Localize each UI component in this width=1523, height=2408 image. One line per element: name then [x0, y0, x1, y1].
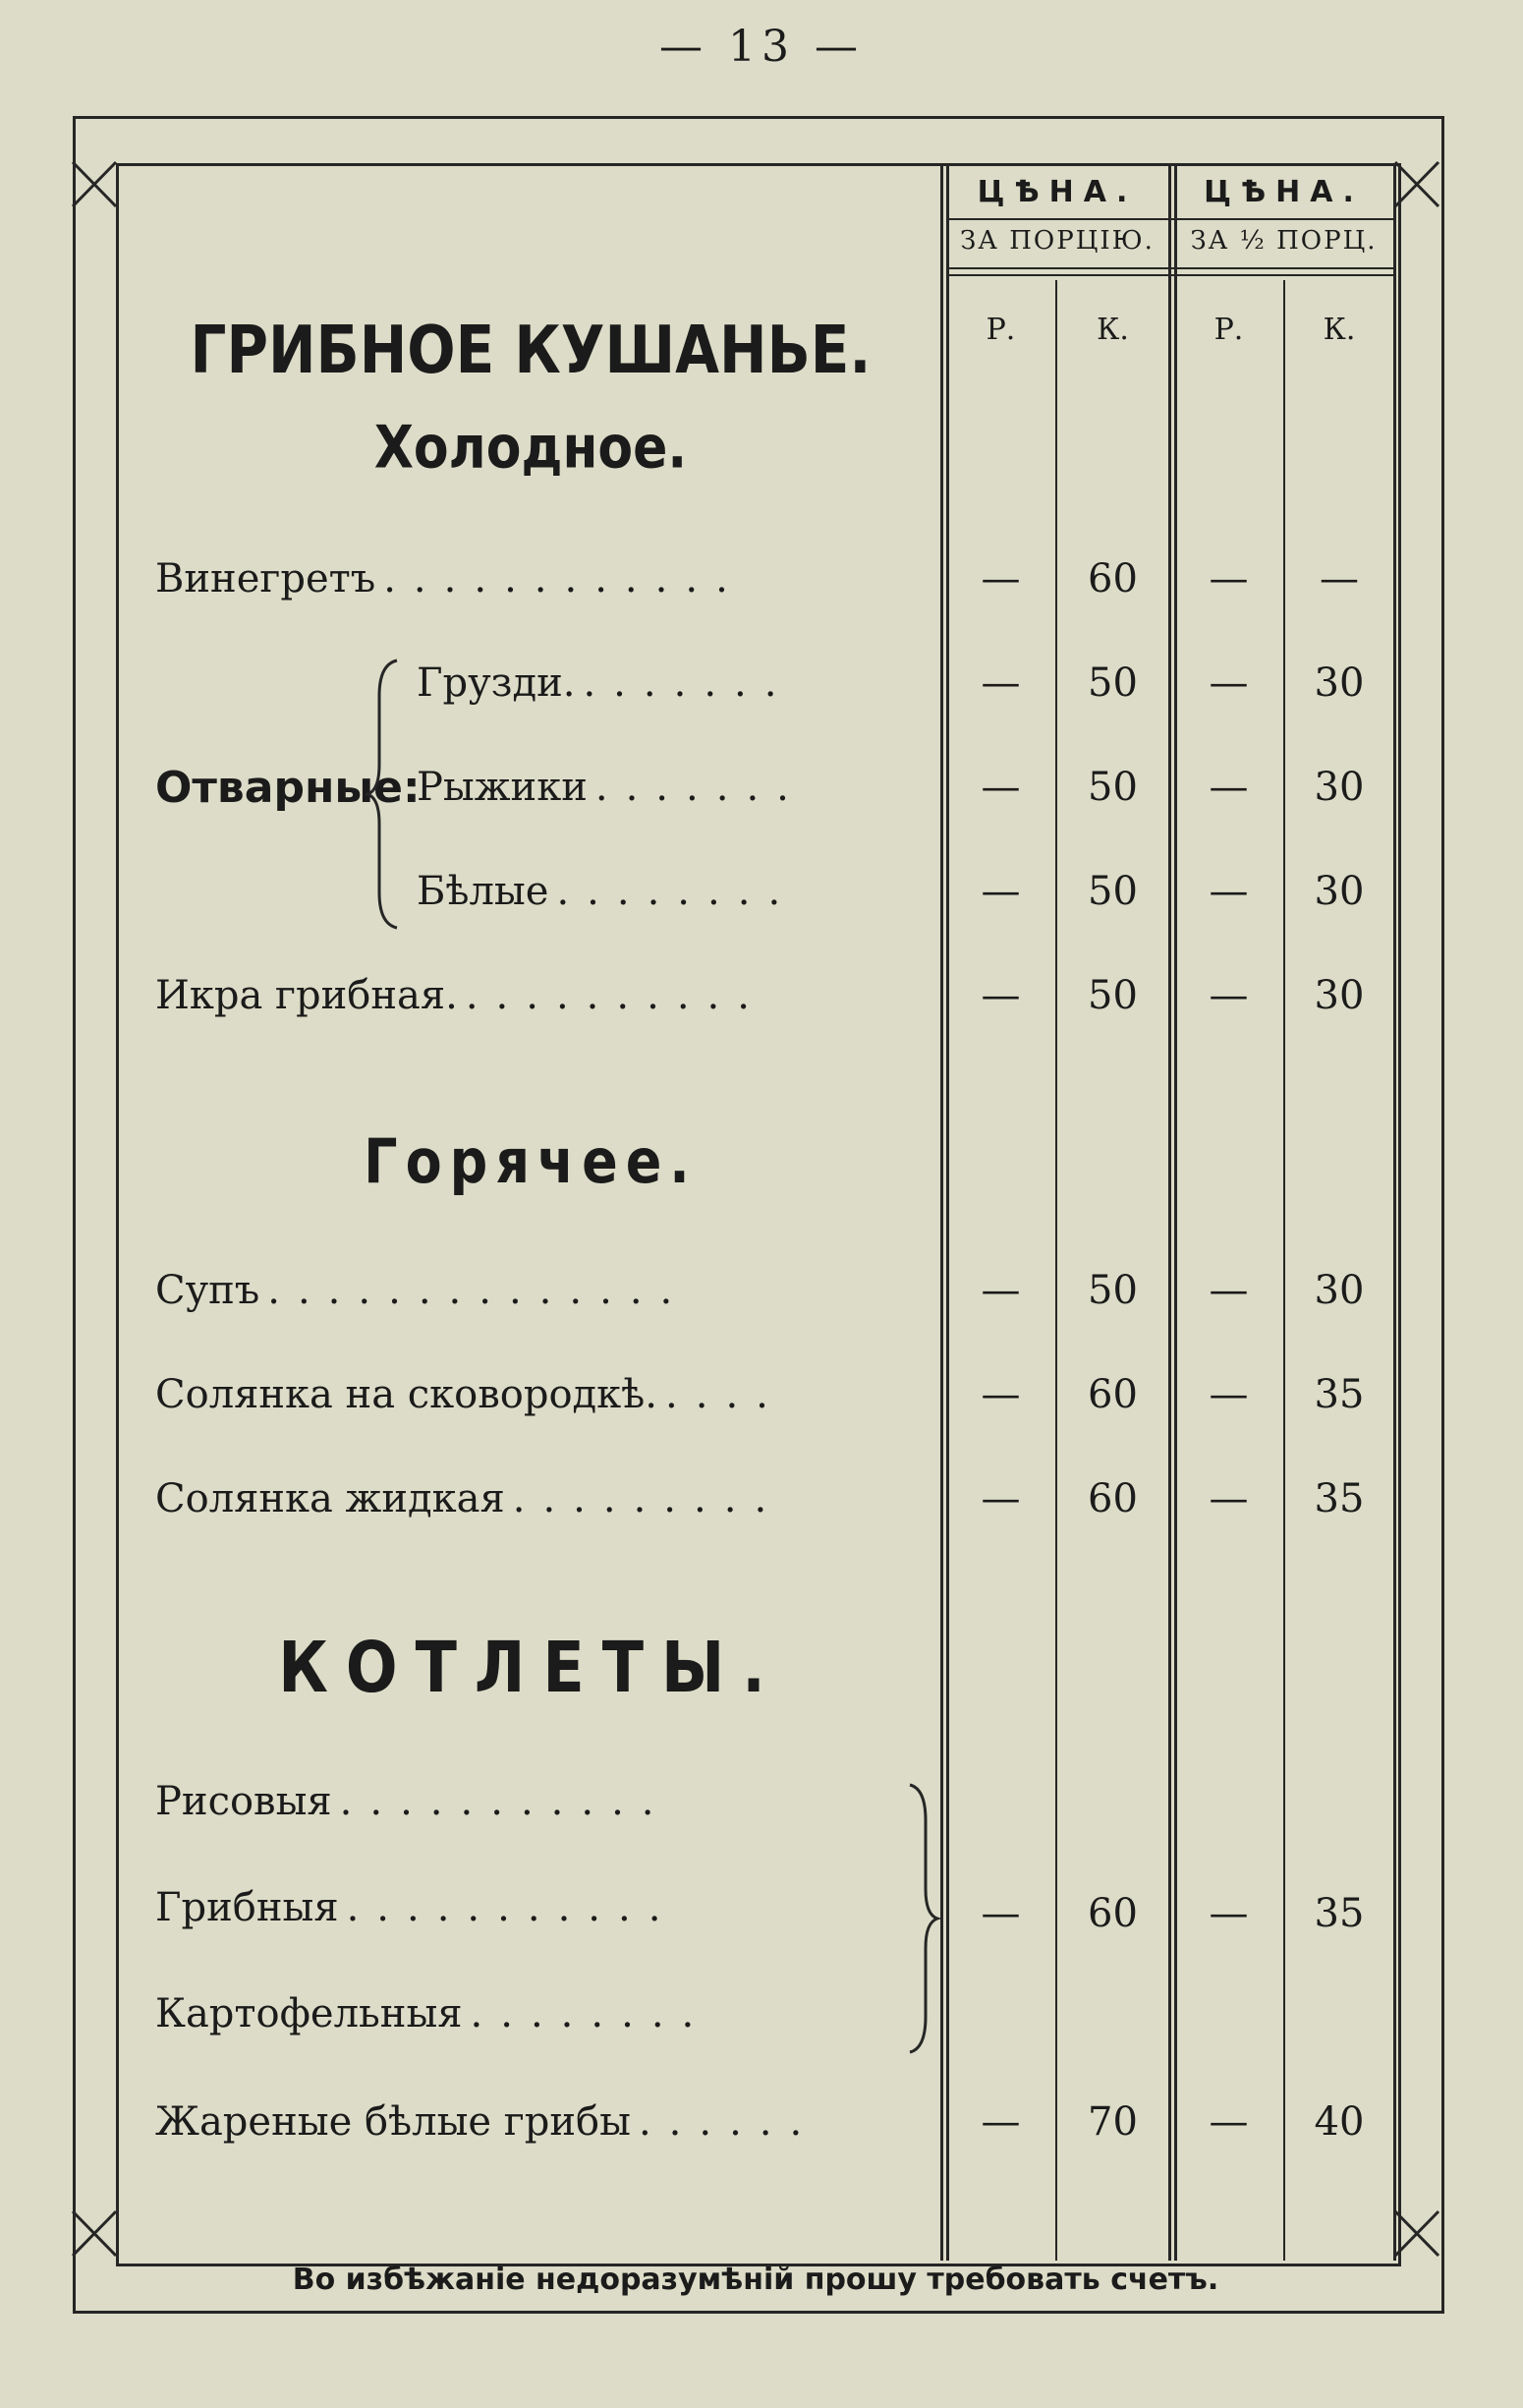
item-name: Картофельныя — [155, 1991, 463, 2036]
price-k2: 30 — [1314, 765, 1365, 810]
price-r1: — — [981, 765, 1021, 810]
price-k2: 40 — [1314, 2099, 1365, 2145]
cold-title: Холодное. — [373, 414, 688, 483]
footer-note: Во избѣжаніе недоразумѣній прошу требовать счетъ. — [292, 2263, 1219, 2297]
item-name: Бѣлые — [417, 869, 549, 914]
boiled-brace — [366, 657, 405, 932]
boiled-label: Отварные: — [155, 763, 421, 813]
unit-k2: К. — [1323, 313, 1356, 347]
divider-name-price-2 — [946, 163, 949, 2261]
cutlets-price-k1: 60 — [1088, 1891, 1138, 1936]
price-k1: 50 — [1088, 1268, 1138, 1313]
header-rule-1 — [946, 218, 1393, 220]
item-name: Винегретъ — [155, 556, 376, 602]
price-header-full: ЦѢНА. — [977, 175, 1138, 209]
hot-title: Горячее. — [364, 1125, 698, 1197]
unit-k1: К. — [1097, 313, 1129, 347]
main-title: ГРИБНОЕ КУШАНЬЕ. — [190, 311, 872, 389]
price-k2: 35 — [1314, 1372, 1365, 1417]
price-r2: — — [1209, 869, 1249, 914]
cutlet-row-kartofel: Картофельныя ........ — [155, 1991, 712, 2036]
price-r1: — — [981, 2099, 1021, 2145]
cutlets-title: КОТЛЕТЫ. — [278, 1626, 783, 1709]
price-r2: — — [1209, 2099, 1249, 2145]
price-k1: 50 — [1088, 660, 1138, 706]
divider-right — [1393, 163, 1396, 2261]
item-name: Солянка на сковородкѣ. — [155, 1372, 658, 1417]
price-k2: 30 — [1314, 1268, 1365, 1313]
unit-r1: Р. — [986, 313, 1016, 347]
price-r2: — — [1209, 1476, 1249, 1521]
price-r1: — — [981, 973, 1021, 1018]
price-k2: 35 — [1314, 1476, 1365, 1521]
price-k1: 60 — [1088, 1372, 1138, 1417]
price-r2: — — [1209, 1372, 1249, 1417]
cutlets-price-r1: — — [981, 1891, 1021, 1936]
price-k1: 50 — [1088, 973, 1138, 1018]
price-k2: 30 — [1314, 660, 1365, 706]
price-k1: 50 — [1088, 869, 1138, 914]
cutlets-price-r2: — — [1209, 1891, 1249, 1936]
price-r1: — — [981, 869, 1021, 914]
price-r2: — — [1209, 765, 1249, 810]
header-rule-2 — [946, 267, 1393, 269]
item-name: Икра грибная. — [155, 973, 458, 1018]
item-name: Жареные бѣлые грибы — [155, 2099, 631, 2145]
cutlet-row-grib: Грибныя ........... — [155, 1885, 679, 1930]
item-name: Грузди. — [417, 660, 576, 706]
page-number: — 13 — — [659, 22, 864, 72]
price-k1: 70 — [1088, 2099, 1138, 2145]
price-r1: — — [981, 556, 1021, 602]
price-r1: — — [981, 1268, 1021, 1313]
item-name: Грибныя — [155, 1885, 339, 1930]
price-r1: — — [981, 1372, 1021, 1417]
price-k1: 60 — [1088, 556, 1138, 602]
price-k2: — — [1320, 556, 1359, 602]
price-sub-full: ЗА ПОРЦІЮ. — [960, 226, 1155, 256]
price-r2: — — [1209, 660, 1249, 706]
divider-half — [1168, 163, 1171, 2261]
price-r1: — — [981, 660, 1021, 706]
price-k2: 30 — [1314, 973, 1365, 1018]
item-name: Рисовыя — [155, 1779, 332, 1824]
header-rule-3 — [946, 274, 1393, 276]
cutlets-price-k2: 35 — [1314, 1891, 1365, 1936]
price-r2: — — [1209, 556, 1249, 602]
item-name: Рыжики — [417, 765, 588, 810]
price-r2: — — [1209, 1268, 1249, 1313]
item-name: Солянка жидкая — [155, 1476, 505, 1521]
price-sub-half: ЗА ½ ПОРЦ. — [1190, 226, 1378, 256]
cutlet-row-ris: Рисовыя ........... — [155, 1779, 672, 1824]
price-r2: — — [1209, 973, 1249, 1018]
price-r1: — — [981, 1476, 1021, 1521]
unit-r2: Р. — [1213, 313, 1244, 347]
price-k2: 30 — [1314, 869, 1365, 914]
divider-half-2 — [1174, 163, 1177, 2261]
price-header-half: ЦѢНА. — [1204, 175, 1364, 209]
cutlets-brace — [906, 1781, 941, 2056]
price-k1: 60 — [1088, 1476, 1138, 1521]
item-name: Супъ — [155, 1268, 260, 1313]
price-k1: 50 — [1088, 765, 1138, 810]
